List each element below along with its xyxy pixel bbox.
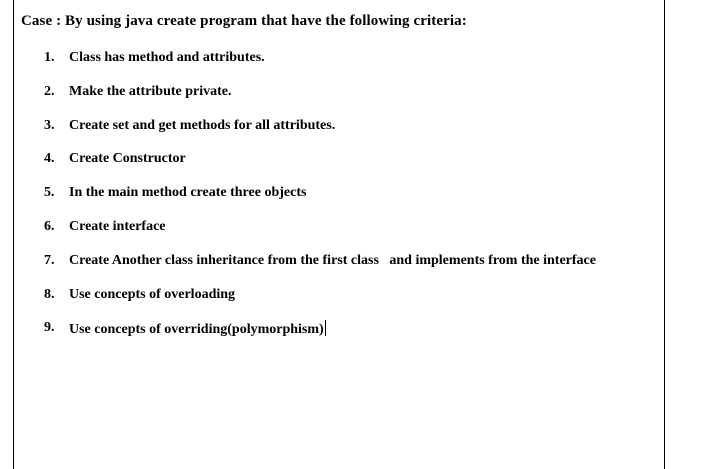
- item-text: Use concepts of overloading: [69, 286, 236, 302]
- criteria-list: [14, 48, 596, 352]
- item-text: In the main method create three objects: [69, 185, 307, 201]
- item-number: 4.: [44, 151, 55, 167]
- text-cursor: [325, 320, 326, 336]
- case-heading: Case : By using java create program that have the following criteria:: [21, 13, 467, 29]
- item-number: 9.: [44, 320, 55, 336]
- item-number: 8.: [44, 286, 55, 302]
- criteria-item-9: [14, 318, 324, 352]
- criteria-item-4: [14, 149, 186, 183]
- criteria-item-6: [14, 217, 166, 251]
- item-text: Create Constructor: [69, 151, 186, 167]
- criteria-item-5: [14, 183, 307, 217]
- item-number: 5.: [44, 185, 55, 201]
- item-text: Create interface: [69, 218, 166, 234]
- criteria-item-3: [14, 116, 336, 150]
- item-text: Class has method and attributes.: [69, 50, 265, 65]
- item-number: 2.: [44, 83, 55, 99]
- item-number: 1.: [44, 50, 55, 65]
- item-number: 6.: [44, 218, 55, 234]
- document-page: [13, 0, 665, 469]
- criteria-item-2: [14, 82, 232, 116]
- item-text: Create Another class inheritance from the first class and implements from the interface: [69, 252, 596, 268]
- item-text: Create set and get methods for all attributes.: [69, 117, 336, 133]
- item-number: 7.: [44, 252, 55, 268]
- item-text: Use concepts of overriding(polymorphism): [69, 322, 324, 338]
- criteria-item-1: [14, 48, 265, 82]
- item-text-with-caret[interactable]: [69, 320, 326, 338]
- item-number: 3.: [44, 117, 55, 133]
- item-text: Make the attribute private.: [69, 83, 232, 99]
- criteria-item-8: [14, 285, 236, 319]
- criteria-item-7: [14, 251, 596, 285]
